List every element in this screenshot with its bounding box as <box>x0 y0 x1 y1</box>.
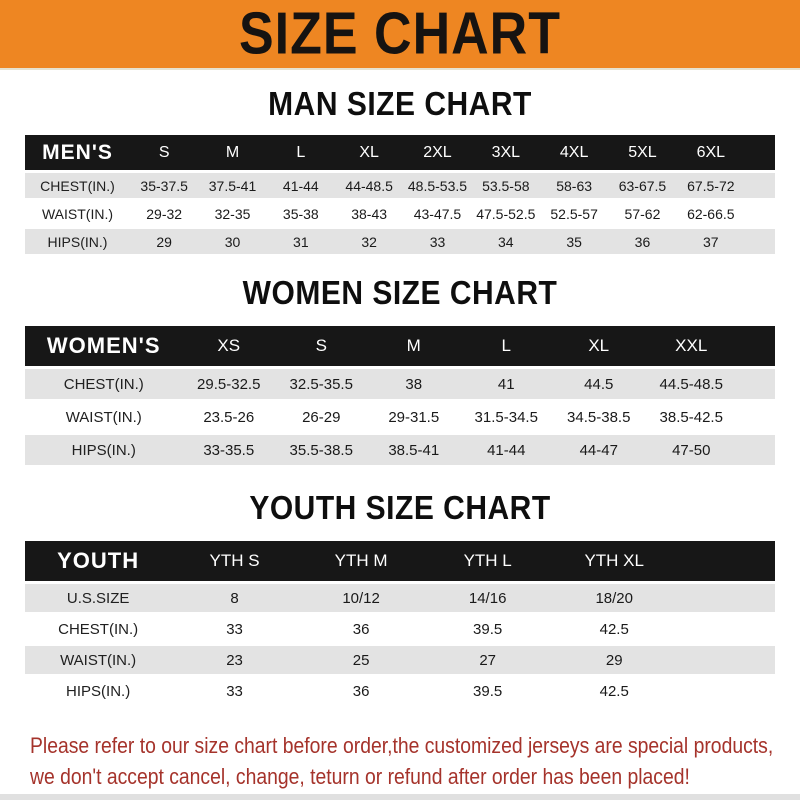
table-cell: 27 <box>424 646 551 674</box>
table-cell: 37.5-41 <box>198 173 266 198</box>
spacer-cell <box>678 615 776 643</box>
table-cell: 34 <box>472 229 540 254</box>
table-row <box>25 584 775 612</box>
row-label: CHEST(IN.) <box>25 173 130 198</box>
row-label: CHEST(IN.) <box>25 615 171 643</box>
men-table-label: MEN'S <box>25 135 130 170</box>
table-row <box>25 402 775 432</box>
column-header: 6XL <box>677 135 745 170</box>
column-header: 4XL <box>540 135 608 170</box>
table-cell: 35-38 <box>267 201 335 226</box>
table-row <box>25 173 775 198</box>
column-header: M <box>368 326 461 366</box>
youth-size-section <box>0 489 800 708</box>
column-header: YTH S <box>171 541 298 581</box>
women-size-section <box>0 274 800 468</box>
table-cell: 34.5-38.5 <box>553 402 646 432</box>
table-cell: 44.5 <box>553 369 646 399</box>
table-cell: 58-63 <box>540 173 608 198</box>
column-header: XS <box>183 326 276 366</box>
table-cell: 39.5 <box>424 615 551 643</box>
table-cell: 42.5 <box>551 615 678 643</box>
column-header: M <box>198 135 266 170</box>
section-title <box>0 85 800 123</box>
spacer-cell <box>678 677 776 705</box>
table-row <box>25 201 775 226</box>
row-label: U.S.SIZE <box>25 584 171 612</box>
table-cell: 36 <box>298 677 425 705</box>
footer-line-1: Please refer to our size chart before order,the customized jerseys are special products, <box>30 733 774 758</box>
table-cell: 33 <box>171 615 298 643</box>
table-cell: 29 <box>130 229 198 254</box>
table-cell: 62-66.5 <box>677 201 745 226</box>
column-header: YTH M <box>298 541 425 581</box>
column-header: S <box>130 135 198 170</box>
table-cell: 31.5-34.5 <box>460 402 553 432</box>
spacer-cell <box>738 369 776 399</box>
table-cell: 29 <box>551 646 678 674</box>
table-row <box>25 646 775 674</box>
column-header: XL <box>335 135 403 170</box>
spacer-cell <box>678 646 776 674</box>
table-cell: 29.5-32.5 <box>183 369 276 399</box>
section-title <box>0 489 800 527</box>
table-cell: 37 <box>677 229 745 254</box>
column-header: YTH L <box>424 541 551 581</box>
table-cell: 39.5 <box>424 677 551 705</box>
table-cell: 57-62 <box>608 201 676 226</box>
banner-title: SIZE CHART <box>239 0 561 68</box>
table-cell: 30 <box>198 229 266 254</box>
spacer-cell <box>745 135 775 170</box>
table-row <box>25 229 775 254</box>
table-row <box>25 369 775 399</box>
men-size-section <box>0 85 800 257</box>
table-cell: 33 <box>403 229 471 254</box>
table-cell: 23.5-26 <box>183 402 276 432</box>
row-label: HIPS(IN.) <box>25 229 130 254</box>
table-cell: 10/12 <box>298 584 425 612</box>
spacer-cell <box>738 326 776 366</box>
column-header: 3XL <box>472 135 540 170</box>
banner <box>0 0 800 70</box>
women-size-table <box>25 323 775 468</box>
table-cell: 29-31.5 <box>368 402 461 432</box>
column-header: L <box>267 135 335 170</box>
table-row <box>25 677 775 705</box>
sections-container <box>0 85 800 708</box>
spacer-cell <box>678 541 776 581</box>
table-cell: 35.5-38.5 <box>275 435 368 465</box>
table-cell: 23 <box>171 646 298 674</box>
table-cell: 38.5-41 <box>368 435 461 465</box>
youth-size-table <box>25 538 775 708</box>
table-cell: 26-29 <box>275 402 368 432</box>
table-cell: 43-47.5 <box>403 201 471 226</box>
spacer-cell <box>738 435 776 465</box>
table-cell: 41 <box>460 369 553 399</box>
row-label: CHEST(IN.) <box>25 369 183 399</box>
table-header-row <box>25 541 775 581</box>
column-header: L <box>460 326 553 366</box>
table-cell: 53.5-58 <box>472 173 540 198</box>
table-cell: 33 <box>171 677 298 705</box>
table-cell: 63-67.5 <box>608 173 676 198</box>
table-cell: 25 <box>298 646 425 674</box>
column-header: S <box>275 326 368 366</box>
row-label: WAIST(IN.) <box>25 201 130 226</box>
men-size-table <box>25 132 775 257</box>
table-cell: 38.5-42.5 <box>645 402 738 432</box>
table-cell: 8 <box>171 584 298 612</box>
footer-note <box>0 730 800 792</box>
row-label: HIPS(IN.) <box>25 677 171 705</box>
table-cell: 32.5-35.5 <box>275 369 368 399</box>
table-cell: 42.5 <box>551 677 678 705</box>
column-header: YTH XL <box>551 541 678 581</box>
spacer-cell <box>745 229 775 254</box>
table-cell: 44-47 <box>553 435 646 465</box>
spacer-cell <box>678 584 776 612</box>
table-cell: 41-44 <box>460 435 553 465</box>
section-title-text: WOMEN SIZE CHART <box>242 274 558 312</box>
table-cell: 31 <box>267 229 335 254</box>
table-cell: 35 <box>540 229 608 254</box>
column-header: 5XL <box>608 135 676 170</box>
spacer-cell <box>745 173 775 198</box>
column-header: XXL <box>645 326 738 366</box>
table-row <box>25 435 775 465</box>
table-cell: 38-43 <box>335 201 403 226</box>
section-title <box>0 274 800 312</box>
table-cell: 36 <box>608 229 676 254</box>
footer-line-2: we don't accept cancel, change, teturn or refund after order has been placed! <box>30 764 690 789</box>
table-cell: 14/16 <box>424 584 551 612</box>
table-cell: 29-32 <box>130 201 198 226</box>
table-cell: 47.5-52.5 <box>472 201 540 226</box>
youth-table-label: YOUTH <box>25 541 171 581</box>
table-cell: 38 <box>368 369 461 399</box>
column-header: XL <box>553 326 646 366</box>
table-cell: 52.5-57 <box>540 201 608 226</box>
table-header-row <box>25 135 775 170</box>
table-cell: 32-35 <box>198 201 266 226</box>
table-cell: 47-50 <box>645 435 738 465</box>
column-header: 2XL <box>403 135 471 170</box>
women-table-label: WOMEN'S <box>25 326 183 366</box>
table-cell: 44-48.5 <box>335 173 403 198</box>
table-cell: 32 <box>335 229 403 254</box>
table-cell: 33-35.5 <box>183 435 276 465</box>
spacer-cell <box>745 201 775 226</box>
spacer-cell <box>738 402 776 432</box>
table-header-row <box>25 326 775 366</box>
row-label: WAIST(IN.) <box>25 646 171 674</box>
row-label: HIPS(IN.) <box>25 435 183 465</box>
table-cell: 48.5-53.5 <box>403 173 471 198</box>
section-title-text: MAN SIZE CHART <box>268 85 532 123</box>
row-label: WAIST(IN.) <box>25 402 183 432</box>
bottom-strip <box>0 794 800 800</box>
table-cell: 35-37.5 <box>130 173 198 198</box>
section-title-text: YOUTH SIZE CHART <box>249 489 551 527</box>
table-cell: 44.5-48.5 <box>645 369 738 399</box>
table-cell: 18/20 <box>551 584 678 612</box>
table-cell: 41-44 <box>267 173 335 198</box>
table-row <box>25 615 775 643</box>
table-cell: 67.5-72 <box>677 173 745 198</box>
table-cell: 36 <box>298 615 425 643</box>
